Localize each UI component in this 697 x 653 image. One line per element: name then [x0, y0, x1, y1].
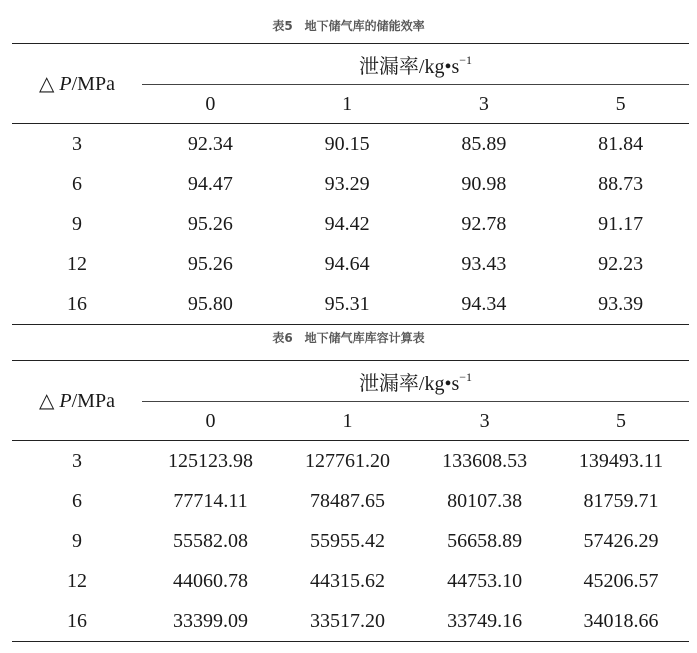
table-cell: 94.64: [324, 252, 370, 275]
table-row: [12, 481, 689, 521]
table-cell: 81.84: [598, 132, 644, 155]
table5-col-header: 1: [279, 85, 416, 124]
leak-rate-label: 泄漏率/kg•s: [358, 372, 460, 395]
table-cell: 93.43: [461, 252, 507, 275]
table-cell: 44315.62: [310, 569, 386, 592]
leak-rate-exponent: −1: [459, 369, 473, 384]
delta-symbol: △: [39, 73, 55, 95]
table-cell: 133608.53: [442, 449, 528, 472]
table-row: [12, 124, 689, 165]
table5-caption: 表5 地下储气库的储能效率: [272, 19, 425, 33]
row-pressure: 12: [67, 252, 87, 275]
table5-header-row-1: [12, 44, 689, 85]
table-cell: 44060.78: [173, 569, 249, 592]
row-pressure: 12: [67, 569, 87, 592]
table-cell: 93.39: [552, 284, 689, 325]
table-cell: 95.80: [142, 284, 279, 325]
row-pressure: 6: [72, 489, 82, 512]
table-cell: 85.89: [461, 132, 507, 155]
row-pressure: 9: [72, 529, 82, 552]
table-cell: 94.34: [416, 284, 553, 325]
table-cell: 139493.11: [578, 449, 664, 472]
table-cell: 55582.08: [173, 529, 249, 552]
table-cell: 78487.65: [310, 489, 386, 512]
table6: [12, 360, 689, 642]
table-cell: 45206.57: [583, 569, 659, 592]
table-cell: 57426.29: [583, 529, 659, 552]
table6-caption: 表6 地下储气库库容计算表: [272, 331, 425, 345]
pressure-unit: /MPa: [71, 390, 115, 412]
table-row: [12, 244, 689, 284]
row-pressure: 16: [12, 601, 142, 642]
table-row: [12, 164, 689, 204]
table-cell: 56658.89: [447, 529, 523, 552]
table-row: [12, 601, 689, 642]
table6-col-header: 3: [416, 402, 553, 441]
pressure-unit: /MPa: [71, 73, 115, 95]
table-cell: 93.29: [324, 172, 370, 195]
table-cell: 33749.16: [416, 601, 553, 642]
table-row: [12, 204, 689, 244]
table-cell: 55955.42: [310, 529, 386, 552]
table-cell: 92.23: [598, 252, 644, 275]
table-cell: 95.31: [279, 284, 416, 325]
table-cell: 33399.09: [142, 601, 279, 642]
table6-col-header: 0: [142, 402, 279, 441]
table5-group-header: [142, 44, 689, 85]
table-cell: 77714.11: [173, 489, 248, 512]
row-pressure: 6: [72, 172, 82, 195]
row-pressure: 16: [12, 284, 142, 325]
table5: [12, 43, 689, 325]
table-cell: 88.73: [598, 172, 644, 195]
leak-rate-exponent: −1: [459, 52, 473, 67]
row-pressure: 9: [72, 212, 82, 235]
table6-group-header: [142, 361, 689, 402]
table-row: [12, 561, 689, 601]
pressure-variable: P: [59, 390, 72, 412]
table-cell: 95.26: [187, 252, 233, 275]
table-cell: 95.26: [187, 212, 233, 235]
table-cell: 127761.20: [305, 449, 391, 472]
table-cell: 94.47: [187, 172, 233, 195]
table5-col-header: 5: [552, 85, 689, 124]
table-cell: 34018.66: [553, 601, 689, 642]
table-cell: 81759.71: [583, 489, 659, 512]
table6-header-row-1: [12, 361, 689, 402]
table-row: [12, 521, 689, 561]
delta-symbol: △: [39, 390, 55, 412]
table6-stub-header: [12, 361, 142, 441]
table-cell: 80107.38: [447, 489, 523, 512]
table-cell: 33517.20: [279, 601, 416, 642]
table-cell: 44753.10: [447, 569, 523, 592]
table6-col-header: 5: [553, 402, 689, 441]
table-cell: 91.17: [598, 212, 644, 235]
table-cell: 92.78: [461, 212, 507, 235]
table-row: [12, 441, 689, 482]
table-cell: 90.98: [461, 172, 507, 195]
table-cell: 94.42: [324, 212, 370, 235]
table-cell: 92.34: [187, 132, 233, 155]
table-cell: 125123.98: [168, 449, 254, 472]
table5-col-header: 3: [416, 85, 553, 124]
table-cell: 90.15: [324, 132, 370, 155]
row-pressure: 3: [72, 449, 82, 472]
table-row: [12, 284, 689, 325]
table5-col-header: 0: [142, 85, 279, 124]
leak-rate-label: 泄漏率/kg•s: [358, 55, 460, 78]
table6-col-header: 1: [279, 402, 416, 441]
table5-stub-header: [12, 44, 142, 124]
pressure-variable: P: [59, 73, 72, 95]
row-pressure: 3: [72, 132, 82, 155]
